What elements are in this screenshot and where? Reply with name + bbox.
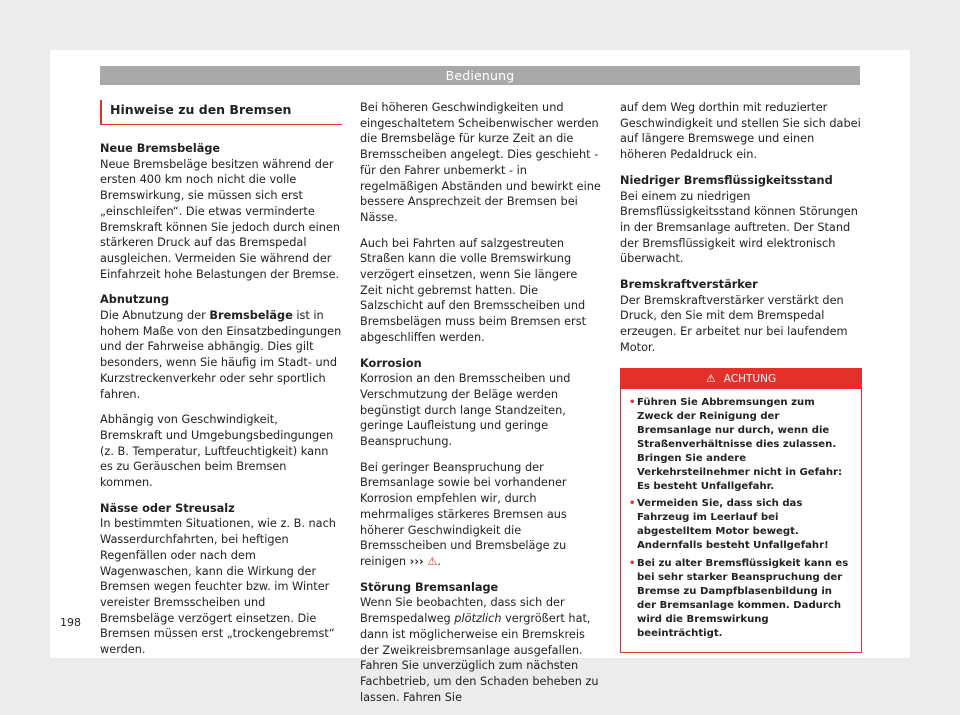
bold-term: Bremsbeläge [209, 309, 293, 323]
warning-item: • Vermeiden Sie, dass sich das Fahrzeug im Leerlauf bei abgestelltem Motor bewegt. Andernfalls besteht Unfallgefahr! [629, 498, 829, 552]
heading-abnutzung: Abnutzung [100, 293, 170, 307]
heading-neue-bremsbelaege: Neue Bremsbeläge [100, 142, 221, 155]
paragraph-hoehere-geschwindigkeit: Bei höheren Geschwindigkeiten und eingeschaltetem Scheibenwischer werden die Bremsbeläge für kurze Zeit an die Bremsscheiben angelegt. Dies geschieht - für den Fahrer unbemerkt - in regelmäßigen Abständen und bewirkt eine bessere Ansprechzeit der Bremsen bei Nässe. [360, 101, 601, 224]
paragraph-geringe-beanspruchung: Bei geringer Beanspruchung der Bremsanlage sowie bei vorhandener Korrosion empfehlen wir, durch mehrmaliges stärkeres Bremsen aus höherer Geschwindigkeit die Bremsscheiben und Bremsbeläge zu reinigen ››› ⚠. [360, 460, 567, 568]
paragraph-bremsfluessigkeit: Bei einem zu niedrigen Bremsflüssigkeitsstand können Störungen in der Bremsanlage auftreten. Der Stand der Bremsflüssigkeit wird elektronisch überwacht. [620, 189, 858, 266]
paragraph-weg: auf dem Weg dorthin mit reduzierter Geschwindigkeit und stellen Sie sich dabei auf längere Bremswege und einen höheren Pedaldruck ein. [620, 101, 861, 162]
section-title: Hinweise zu den Bremsen [100, 100, 342, 125]
page-number: 198 [60, 616, 81, 629]
heading-bremskraftverstaerker: Bremskraftverstärker [620, 278, 758, 292]
italic-term: plötzlich [454, 612, 502, 626]
heading-bremsfluessigkeit: Niedriger Bremsflüssigkeitsstand [620, 173, 833, 187]
column-right [620, 100, 862, 653]
warning-item: • Führen Sie Abbremsungen zum Zweck der Reinigung der Bremsanlage nur durch, wenn die Straßenverhältnisse dies zulassen. Bringen Sie andere Verkehrsteilnehmer nicht in Gefahr: Es besteht Unfallgefahr. [629, 396, 843, 493]
warning-header [621, 369, 861, 389]
bullet-icon: • [629, 498, 636, 510]
warning-title: ACHTUNG [723, 372, 777, 385]
paragraph-naesse: In bestimmten Situationen, wie z. B. nach Wasserdurchfahrten, bei heftigen Regenfällen oder nach dem Wagenwaschen, kann die Wirkung der Bremsen wegen feuchter bzw. im Winter vereister Bremsscheiben und Bremsbeläge verzögert einsetzen. Die Bremsen müssen erst „trockengebremst“ werden. [100, 517, 336, 657]
bullet-icon: • [629, 396, 636, 408]
paragraph-stoerung: Wenn Sie beobachten, dass sich der Bremspedalweg plötzlich vergrößert hat, dann ist möglicherweise ein Bremskreis der Zweikreisbremsanlage ausgefallen. Fahren Sie unverzüglich zum nächsten Fachbetrieb, um den Schaden beheben zu lassen. Fahren Sie [360, 596, 599, 704]
paragraph-abhaengig: Abhängig von Geschwindigkeit, Bremskraft und Umgebungsbedingungen (z. B. Temperatur, Luftfeuchtigkeit) kann es zu Geräuschen beim Bremsen kommen. [100, 413, 334, 490]
warning-triangle-icon: ⚠ [427, 554, 438, 568]
paragraph-neue-bremsbelaege: Neue Bremsbeläge besitzen während der ersten 400 km noch nicht die volle Bremswirkung, sie müssen sich erst „einschleifen“. Die etwas verminderte Bremskraft können Sie jedoch durch einen stärkeren Druck auf das Bremspedal ausgleichen. Vermeiden Sie während der Einfahrzeit hohe Belastungen der Bremse. [100, 157, 340, 281]
paragraph-abnutzung: Die Abnutzung der Bremsbeläge ist in hohem Maße von den Einsatzbedingungen und der Fahrweise abhängig. Dies gilt besonders, wenn Sie häufig im Stadt- und Kurzstreckenverkehr oder sehr sportlich fahren. [100, 309, 342, 401]
heading-stoerung: Störung Bremsanlage [360, 580, 499, 594]
paragraph-korrosion: Korrosion an den Bremsscheiben und Verschmutzung der Beläge werden begünstigt durch lange Standzeiten, geringe Laufleistung und geringe Beanspruchung. [360, 372, 571, 449]
warning-item: • Bei zu alter Bremsflüssigkeit kann es bei sehr starker Beanspruchung der Bremse zu Dampfblasenbildung in der Bremsanlage kommen. Dadurch wird die Bremswirkung beeinträchtigt. [629, 557, 849, 640]
paragraph-salz: Auch bei Fahrten auf salzgestreuten Straßen kann die volle Bremswirkung verzögert einsetzen, wenn Sie längere Zeit nicht gebremst hatten. Die Salzschicht auf den Bremsscheiben und Bremsbelägen muss beim Bremsen erst abgeschliffen werden. [360, 236, 587, 344]
cross-reference-link[interactable]: ››› [409, 554, 424, 568]
warning-box [620, 368, 862, 654]
paragraph-bremskraftverstaerker: Der Bremskraftverstärker verstärkt den Druck, den Sie mit dem Bremspedal erzeugen. Er arbeitet nur bei laufendem Motor. [620, 293, 848, 354]
chapter-header: Bedienung [100, 66, 860, 85]
column-left [100, 98, 342, 668]
bullet-icon: • [629, 557, 636, 569]
heading-korrosion: Korrosion [360, 356, 422, 370]
warning-body [621, 389, 861, 653]
warning-triangle-icon: ⚠ [705, 371, 716, 385]
heading-naesse: Nässe oder Streusalz [100, 501, 235, 515]
column-middle [360, 100, 602, 715]
